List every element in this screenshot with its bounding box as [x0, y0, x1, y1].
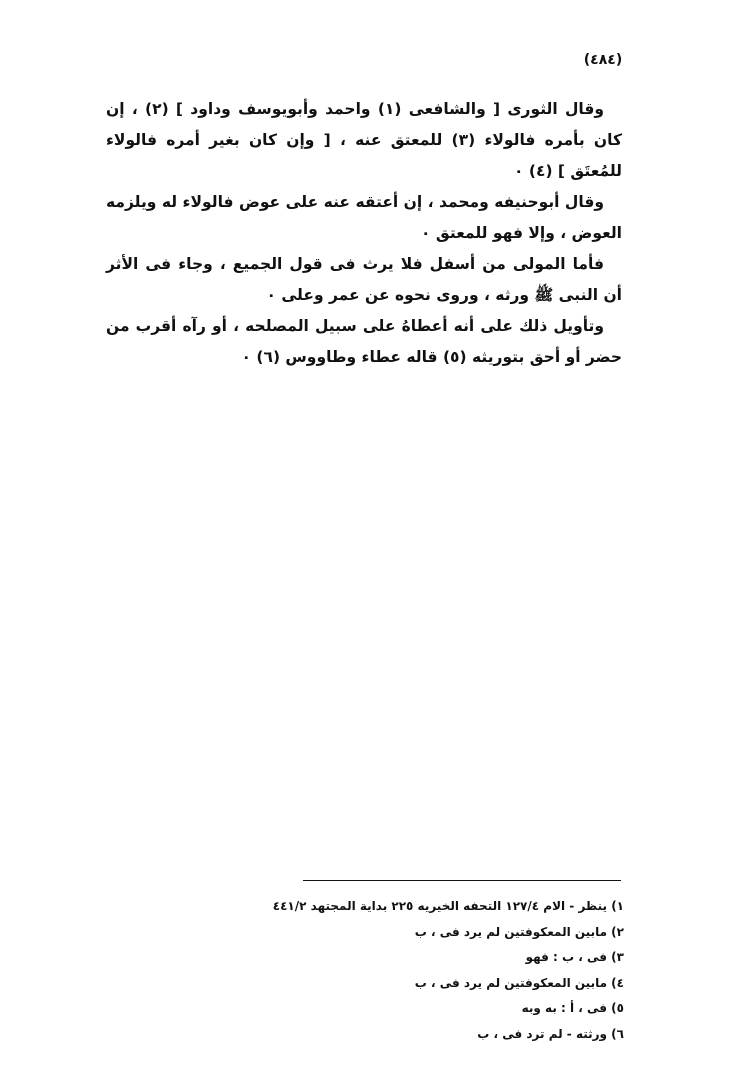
paragraph: وقال أبوحنيفه ومحمد ، إن أعتقه عنه على عوض فالولاء له ويلزمه العوض ، وإلا فهو للمعتق ٠	[106, 193, 622, 242]
paragraph: وقال الثورى [ والشافعى (١) واحمد وأبويوسف وداود ] (٢) ، إن كان بأمره فالولاء (٣) للمعتق عنه ، [ وإن كان بغير أمره فالولاء للمُعتَق ] (٤) ٠	[106, 100, 622, 180]
footnote: ٢) مابين المعكوفتين لم يرد فى ، ب	[414, 924, 624, 939]
page-number: (٤٨٤)	[583, 52, 623, 68]
footnote: ٤) مابين المعكوفتين لم يرد فى ، ب	[414, 975, 624, 990]
main-text	[106, 94, 622, 373]
footnote-separator	[303, 880, 621, 881]
footnote: ٦) ورثته - لم ترد فى ، ب	[477, 1026, 624, 1041]
footnote: ١) ينظر - الام ١٢٧/٤ التحفه الخيريه ٢٢٥ بداية المجتهد ٤٤١/٢	[272, 899, 624, 913]
footnote: ٣) فى ، ب : فهو	[525, 950, 624, 964]
footnotes	[200, 894, 624, 1047]
paragraph: فأما المولى من أسفل فلا يرث فى قول الجميع ، وجاء فى الأثر أن النبى ﷺ ورثه ، وروى نحوه عن عمر وعلى ٠	[106, 255, 622, 304]
paragraph: وتأويل ذلك على أنه أعطاهُ على سبيل المصلحه ، أو رآه أقرب من حضر أو أحق بتوريثه (٥) قاله عطاء وطاووس (٦) ٠	[106, 317, 622, 366]
footnote: ٥) فى ، أ : به وبه	[521, 1001, 624, 1015]
